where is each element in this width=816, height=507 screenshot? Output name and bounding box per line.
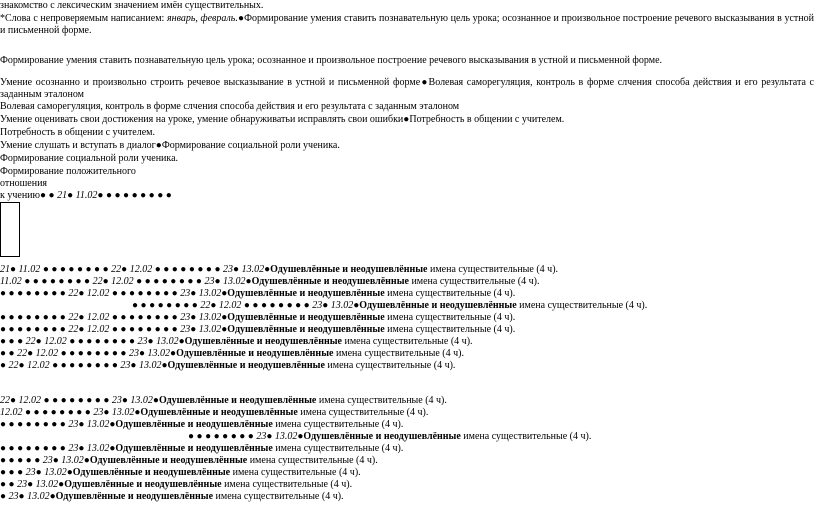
schedule-line: ● ● ● 22● 12.02 ● ● ● ● ● ● ● ● 23● 13.02●Одушевлённые и неодушевлённые имена существительные (4 ч). — [0, 336, 473, 347]
text-line: знакомство с лексическим значением имён существительных. — [0, 0, 264, 11]
schedule-line: ● ● 23● 13.02●Одушевлённые и неодушевлённые имена существительные (4 ч). — [0, 479, 353, 490]
schedule-line: ● ● ● ● ● ● ● ● 23● 13.02●Одушевлённые и неодушевлённые имена существительные (4 ч). — [0, 419, 404, 430]
vocabulary-paragraph: *Слова с непроверяемым написанием: январь, февраль.●Формирование умения ставить познавательную цель урока; осознанное и произвольное построение речевого высказывания в устной и письменной форме. — [0, 13, 814, 36]
schedule-line: 12.02 ● ● ● ● ● ● ● ● 23● 13.02●Одушевлённые и неодушевлённые имена существительные (4 ч). — [0, 407, 429, 418]
text-line: отношения — [0, 178, 48, 189]
schedule-line: 21● 11.02 ● ● ● ● ● ● ● ● 22● 12.02 ● ● ● ● ● ● ● ● 23● 13.02●Одушевлённые и неодушевлённые имена существительные (4 ч). — [0, 264, 559, 275]
schedule-line: ● ● ● ● ● ● ● ● 23● 13.02●Одушевлённые и неодушевлённые имена существительные (4 ч). — [0, 443, 404, 454]
schedule-line: ● ● ● ● ● ● ● ● 22● 12.02 ● ● ● ● ● ● ● ● 23● 13.02●Одушевлённые и неодушевлённые имена существительные (4 ч). — [0, 288, 516, 299]
schedule-line: ● 23● 13.02●Одушевлённые и неодушевлённые имена существительные (4 ч). — [0, 491, 344, 502]
text-paragraph: Умение осознанно и произвольно строить речевое высказывание в устной и письменной форме●Волевая саморегуляция, контроль в форме слчения способа действия и его результата с заданным эталоном — [0, 77, 814, 100]
text-line: Формирование умения ставить познавательную цель урока; осознанное и произвольное построение речевого высказывания в устной и письменной форме. — [0, 55, 663, 66]
schedule-line: ● ● ● ● ● ● ● ● 22● 12.02 ● ● ● ● ● ● ● ● 23● 13.02●Одушевлённые и неодушевлённые имена существительные (4 ч). — [132, 300, 648, 311]
schedule-line: ● ● 22● 12.02 ● ● ● ● ● ● ● ● 23● 13.02●Одушевлённые и неодушевлённые имена существительные (4 ч). — [0, 348, 464, 359]
schedule-line: ● ● ● 23● 13.02●Одушевлённые и неодушевлённые имена существительные (4 ч). — [0, 467, 361, 478]
empty-cell-box — [0, 202, 20, 257]
text-line: Формирование социальной роли ученика. — [0, 153, 179, 164]
text-line: к учению● ● 21● 11.02● ● ● ● ● ● ● ● ● — [0, 190, 172, 201]
text-line: Потребность в общении с учителем. — [0, 127, 155, 138]
schedule-line: 22● 12.02 ● ● ● ● ● ● ● ● 23● 13.02●Одушевлённые и неодушевлённые имена существительные (4 ч). — [0, 395, 447, 406]
text-line: Умение слушать и вступать в диалог●Формирование социальной роли ученика. — [0, 140, 340, 151]
schedule-line: ● ● ● ● ● ● ● ● 22● 12.02 ● ● ● ● ● ● ● ● 23● 13.02●Одушевлённые и неодушевлённые имена существительные (4 ч). — [0, 312, 516, 323]
text-line: Формирование положительного — [0, 166, 136, 177]
text-line: Волевая саморегуляция, контроль в форме слчения способа действия и его результата с заданным эталоном — [0, 101, 460, 112]
schedule-line: ● 22● 12.02 ● ● ● ● ● ● ● ● 23● 13.02●Одушевлённые и неодушевлённые имена существительные (4 ч). — [0, 360, 456, 371]
text-line: Умение оценивать свои достижения на уроке, умение обнаруживатьи исправлять свои ошибки●Потребность в общении с учителем. — [0, 114, 565, 125]
schedule-line: ● ● ● ● ● ● ● ● 22● 12.02 ● ● ● ● ● ● ● ● 23● 13.02●Одушевлённые и неодушевлённые имена существительные (4 ч). — [0, 324, 516, 335]
schedule-line: ● ● ● ● ● 23● 13.02●Одушевлённые и неодушевлённые имена существительные (4 ч). — [0, 455, 378, 466]
schedule-line: 11.02 ● ● ● ● ● ● ● ● 22● 12.02 ● ● ● ● ● ● ● ● 23● 13.02●Одушевлённые и неодушевлённые имена существительные (4 ч). — [0, 276, 540, 287]
schedule-line: ● ● ● ● ● ● ● ● 23● 13.02●Одушевлённые и неодушевлённые имена существительные (4 ч). — [188, 431, 592, 442]
